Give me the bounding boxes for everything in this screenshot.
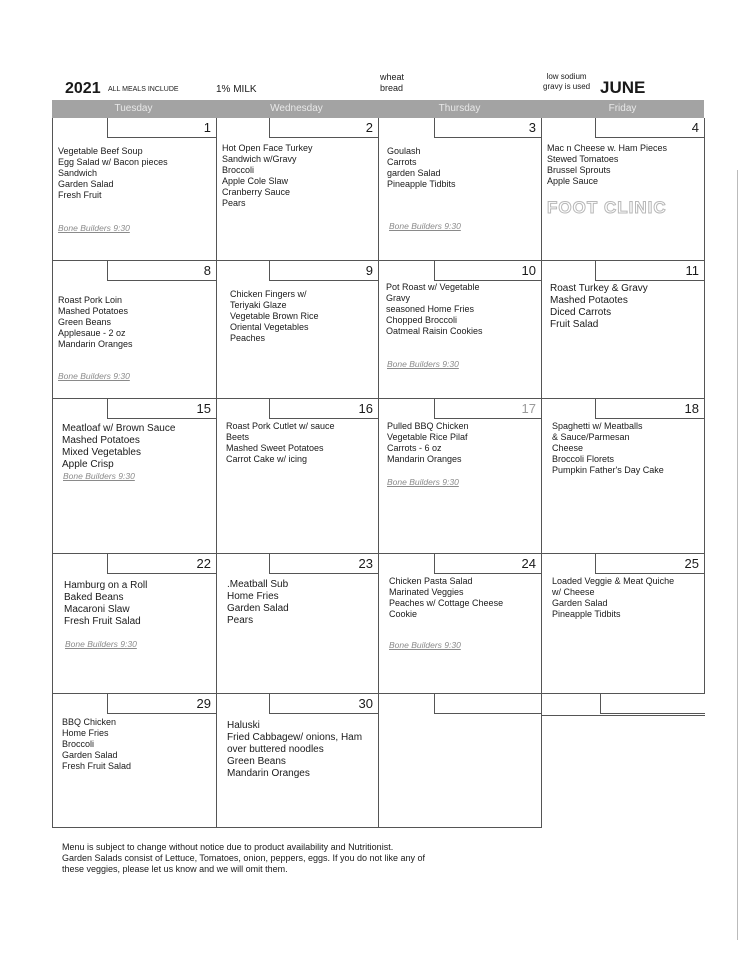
day-number: 9	[365, 263, 373, 278]
day-cell	[542, 261, 705, 399]
day-number: 29	[196, 696, 211, 711]
menu-item: Carrot Cake w/ icing	[226, 454, 308, 464]
menu-item: Fresh Fruit Salad	[62, 761, 132, 771]
day-number: 22	[196, 556, 211, 571]
day-number: 2	[365, 120, 373, 135]
day-cell	[53, 694, 217, 828]
bone-builders-note: Bone Builders 9:30	[65, 639, 137, 649]
menu-item: Peaches	[230, 333, 266, 343]
menu-item: Roast Turkey & Gravy	[550, 283, 648, 294]
menu-item: Teriyaki Glaze	[230, 300, 287, 310]
menu-item: Vegetable Brown Rice	[230, 311, 319, 321]
menu-item: Meatloaf w/ Brown Sauce	[62, 423, 176, 434]
day-number-box	[107, 261, 216, 281]
footer-line: Menu is subject to change without notice due to product availability and Nutritionist.	[62, 842, 394, 852]
menu-item: Broccoli	[222, 165, 255, 175]
day-cell	[217, 694, 379, 828]
menu-item: Mandarin Oranges	[58, 339, 133, 349]
menu-item: Baked Beans	[64, 592, 124, 603]
menu-item: Mac n Cheese w. Ham Pieces	[547, 143, 668, 153]
menu-item: Carrots - 6 oz	[387, 443, 442, 453]
menu-item: Fresh Fruit Salad	[64, 616, 141, 627]
menu-item: Pot Roast w/ Vegetable	[386, 282, 480, 292]
menu-item: Spaghetti w/ Meatballs	[552, 421, 643, 431]
day-header-thursday: Thursday	[438, 103, 481, 114]
month-title: JUNE	[600, 78, 646, 97]
day-cell	[217, 261, 379, 399]
menu-item: Fried Cabbagew/ onions, Ham	[227, 732, 363, 743]
day-number-box	[269, 261, 378, 281]
menu-list	[58, 146, 168, 201]
menu-item: Garden Salad	[62, 750, 118, 760]
milk-note: 1% MILK	[216, 84, 257, 95]
menu-list	[62, 717, 131, 772]
menu-item: Sandwich	[58, 168, 98, 178]
menu-item: Carrots	[387, 157, 417, 167]
bone-builders-note: Bone Builders 9:30	[63, 471, 135, 481]
day-cell	[542, 399, 705, 554]
menu-list	[552, 421, 664, 476]
bone-builders-note: Bone Builders 9:30	[58, 223, 130, 233]
day-number: 23	[358, 556, 373, 571]
menu-item: Fruit Salad	[550, 319, 599, 330]
menu-item: Mandarin Oranges	[227, 768, 310, 779]
day-header-wednesday: Wednesday	[270, 103, 323, 114]
menu-item: Green Beans	[58, 317, 112, 327]
menu-item: Broccoli Florets	[552, 454, 615, 464]
day-number-box	[269, 118, 378, 138]
menu-item: garden Salad	[387, 168, 441, 178]
menu-item: Marinated Veggies	[389, 587, 464, 597]
day-number-box	[434, 694, 541, 714]
day-number: 25	[684, 556, 699, 571]
day-cell	[217, 118, 379, 261]
menu-list	[387, 146, 456, 190]
menu-item: Pineapple Tidbits	[387, 179, 456, 189]
menu-item: Vegetable Rice Pilaf	[387, 432, 468, 442]
day-cell	[542, 694, 705, 716]
menu-item: Chicken Fingers w/	[230, 289, 307, 299]
bread-line: bread	[380, 83, 404, 93]
menu-item: Hamburg on a Roll	[64, 580, 148, 591]
menu-item: Sandwich w/Gravy	[222, 154, 297, 164]
menu-list	[552, 576, 674, 620]
day-number: 16	[358, 401, 373, 416]
day-cell	[53, 261, 217, 399]
menu-item: Mixed Vegetables	[62, 447, 141, 458]
menu-item: Haluski	[227, 720, 260, 731]
day-cell	[379, 694, 542, 828]
bone-builders-note: Bone Builders 9:30	[389, 640, 461, 650]
day-number: 3	[528, 120, 536, 135]
menu-item: Macaroni Slaw	[64, 604, 130, 615]
day-number: 8	[203, 263, 211, 278]
footer-line: Garden Salads consist of Lettuce, Tomatoes, onion, peppers, eggs. If you do not like any of	[62, 853, 426, 863]
menu-item: Apple Sauce	[547, 176, 599, 186]
menu-item: Home Fries	[227, 591, 279, 602]
menu-list	[389, 576, 503, 620]
day-number: 10	[521, 263, 536, 278]
all-meals-note: ALL MEALS INCLUDE	[108, 86, 179, 93]
gravy-line: gravy is used	[543, 82, 591, 91]
wheat-line: wheat	[380, 72, 405, 82]
weekday-header-bar	[52, 100, 704, 118]
menu-item: Hot Open Face Turkey	[222, 143, 313, 153]
menu-item: Brussel Sprouts	[547, 165, 611, 175]
menu-item: Chopped Broccoli	[386, 315, 458, 325]
foot-clinic-stamp: FOOT CLINIC	[547, 198, 667, 217]
menu-item: Chicken Pasta Salad	[389, 576, 473, 586]
day-cell	[379, 554, 542, 694]
day-cell	[379, 118, 542, 261]
day-cell	[379, 261, 542, 399]
day-cell	[217, 399, 379, 554]
menu-item: Goulash	[387, 146, 421, 156]
menu-item: Mashed Potaotes	[550, 295, 628, 306]
bone-builders-note: Bone Builders 9:30	[389, 221, 461, 231]
day-header-tuesday: Tuesday	[114, 103, 153, 114]
menu-item: Oriental Vegetables	[230, 322, 309, 332]
menu-list	[387, 421, 469, 465]
day-number: 17	[521, 401, 536, 416]
calendar-grid	[52, 118, 705, 828]
menu-item: Peaches w/ Cottage Cheese	[389, 598, 504, 608]
menu-list	[386, 282, 483, 337]
menu-item: Egg Salad w/ Bacon pieces	[58, 157, 168, 167]
menu-item: Pineapple Tidbits	[552, 609, 621, 619]
low-sodium-line: low sodium	[546, 72, 587, 81]
menu-list	[227, 579, 289, 627]
day-number: 4	[691, 120, 699, 135]
menu-list	[64, 580, 147, 628]
low-sodium-note	[543, 72, 590, 92]
day-number: 1	[203, 120, 211, 135]
day-number-box	[595, 118, 704, 138]
menu-list	[62, 423, 175, 471]
menu-item: Beets	[226, 432, 250, 442]
menu-item: Diced Carrots	[550, 307, 612, 318]
menu-item: Garden Salad	[552, 598, 608, 608]
page-edge-line	[737, 170, 738, 940]
menu-item: Broccoli	[62, 739, 95, 749]
day-cell	[542, 554, 705, 694]
day-number: 18	[684, 401, 699, 416]
menu-item: Applesaue - 2 oz	[58, 328, 126, 338]
menu-item: Pears	[222, 198, 246, 208]
menu-list	[230, 289, 319, 344]
menu-item: & Sauce/Parmesan	[552, 432, 630, 442]
menu-list	[222, 143, 313, 209]
menu-item: .Meatball Sub	[227, 579, 289, 590]
menu-item: Mashed Potatoes	[58, 306, 129, 316]
day-cell	[379, 399, 542, 554]
bone-builders-note: Bone Builders 9:30	[387, 359, 459, 369]
menu-list	[547, 143, 667, 187]
menu-item: Fresh Fruit	[58, 190, 102, 200]
day-cell	[53, 118, 217, 261]
menu-item: Home Fries	[62, 728, 109, 738]
menu-item: w/ Cheese	[552, 587, 595, 597]
day-cell	[217, 554, 379, 694]
day-number-box	[434, 118, 541, 138]
day-number: 11	[685, 263, 699, 278]
menu-item: Pulled BBQ Chicken	[387, 421, 469, 431]
year: 2021	[65, 80, 101, 97]
menu-item: Apple Crisp	[62, 459, 114, 470]
menu-list	[550, 283, 648, 331]
menu-item: Oatmeal Raisin Cookies	[386, 326, 483, 336]
menu-item: Pears	[227, 615, 254, 626]
menu-item: seasoned Home Fries	[386, 304, 475, 314]
menu-item: Loaded Veggie & Meat Quiche	[552, 576, 675, 586]
menu-item: Pumpkin Father's Day Cake	[552, 465, 664, 475]
day-number: 30	[358, 696, 373, 711]
menu-item: Green Beans	[227, 756, 286, 767]
menu-item: Roast Pork Loin	[58, 295, 123, 305]
menu-list	[226, 421, 335, 465]
footer-note	[62, 842, 482, 875]
menu-item: Apple Cole Slaw	[222, 176, 289, 186]
menu-item: Garden Salad	[58, 179, 114, 189]
menu-item: Mashed Potatoes	[62, 435, 140, 446]
menu-item: Stewed Tomatoes	[547, 154, 619, 164]
day-number: 24	[521, 556, 536, 571]
menu-item: Vegetable Beef Soup	[58, 146, 143, 156]
menu-item: Mandarin Oranges	[387, 454, 462, 464]
footer-line: these veggies, please let us know and we will omit them.	[62, 864, 288, 874]
day-header-friday: Friday	[608, 103, 637, 114]
menu-item: Cheese	[552, 443, 584, 453]
day-cell	[53, 554, 217, 694]
day-cell	[542, 118, 705, 261]
day-cell	[53, 399, 217, 554]
wheat-bread-note	[380, 72, 404, 94]
menu-item: Cookie	[389, 609, 418, 619]
day-number: 15	[196, 401, 211, 416]
menu-item: BBQ Chicken	[62, 717, 117, 727]
day-number-box	[600, 694, 705, 714]
menu-item: Cranberry Sauce	[222, 187, 291, 197]
menu-item: Roast Pork Cutlet w/ sauce	[226, 421, 335, 431]
menu-item: Garden Salad	[227, 603, 289, 614]
menu-list	[227, 720, 362, 780]
bone-builders-note: Bone Builders 9:30	[58, 371, 130, 381]
menu-item: over buttered noodles	[227, 744, 324, 755]
menu-item: Gravy	[386, 293, 411, 303]
bone-builders-note: Bone Builders 9:30	[387, 477, 459, 487]
menu-item: Mashed Sweet Potatoes	[226, 443, 324, 453]
day-number-box	[107, 118, 216, 138]
menu-list	[58, 295, 133, 350]
